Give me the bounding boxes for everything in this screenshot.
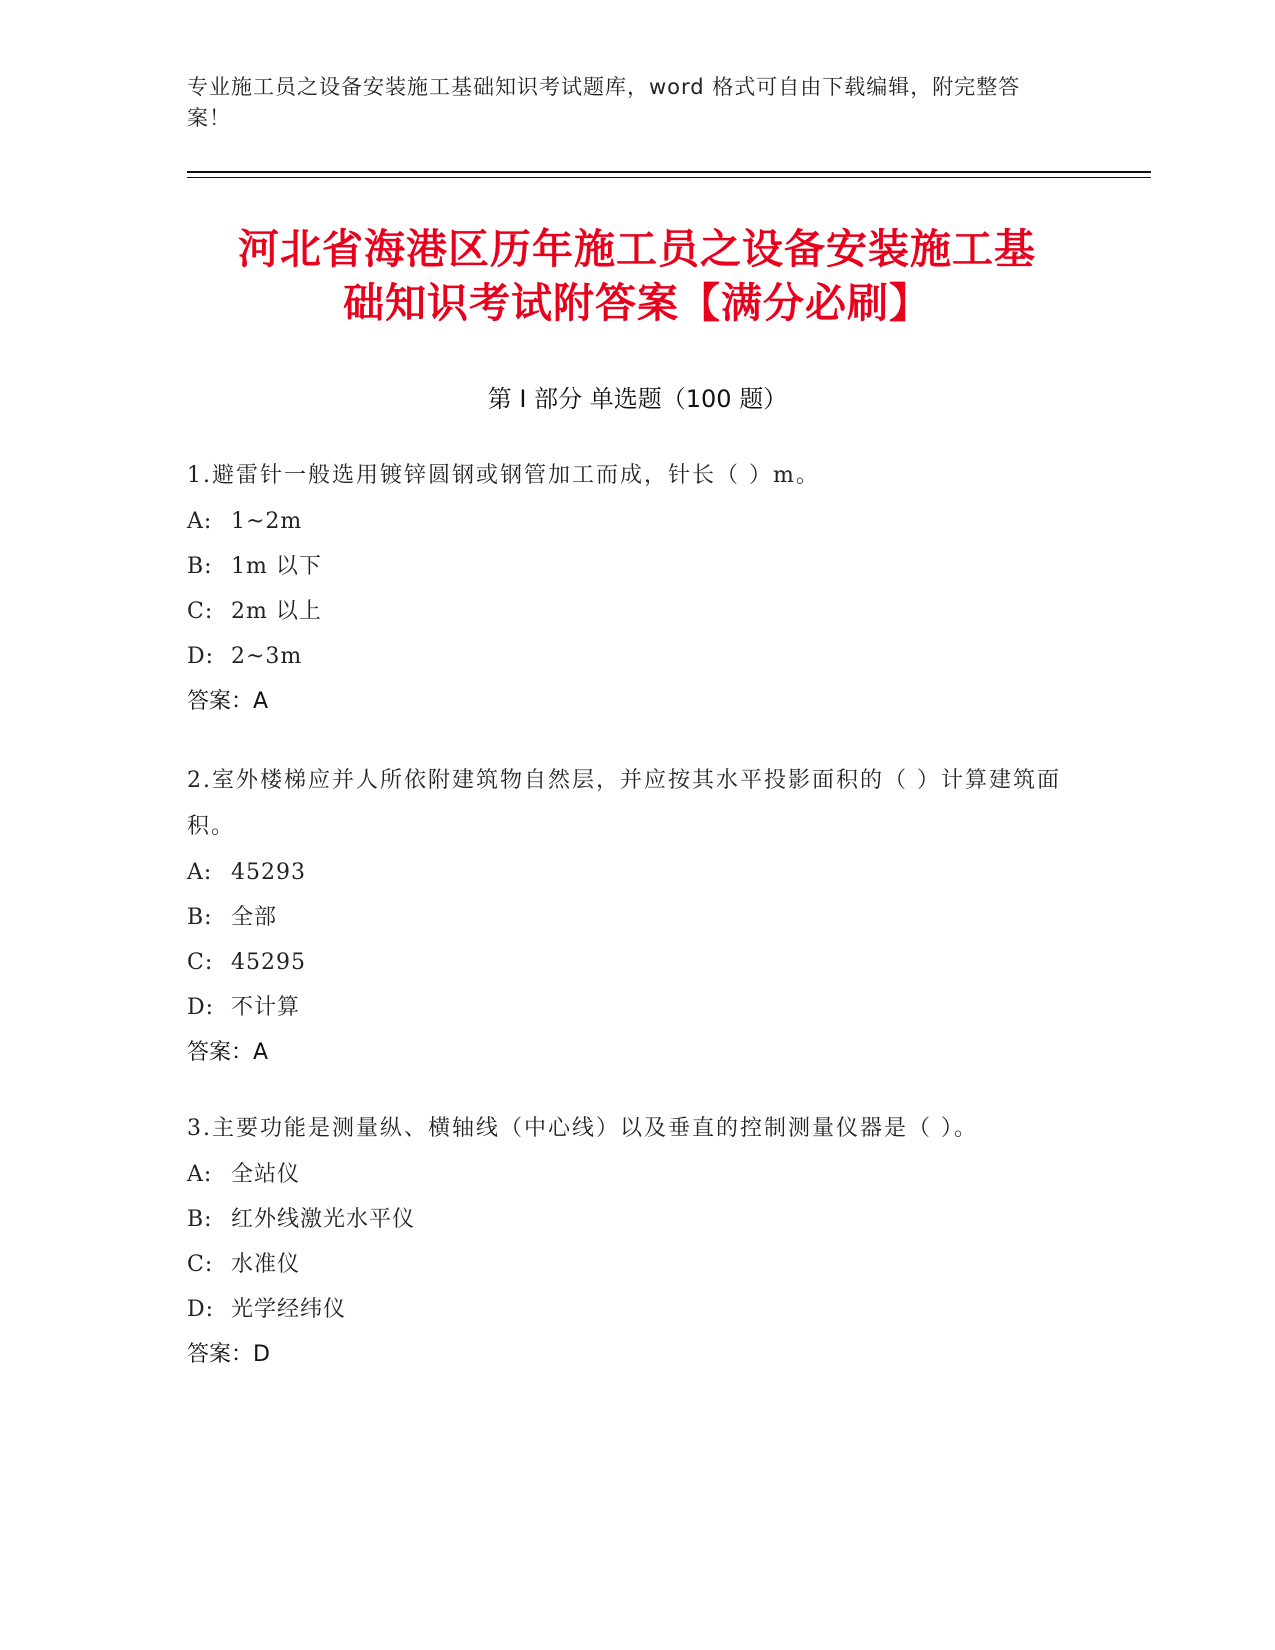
option-b (187, 895, 1067, 940)
option-key: B: (187, 1207, 213, 1232)
option-b (187, 544, 1067, 589)
question-stem: 1.避雷针一般选用镀锌圆钢或钢管加工而成，针长（ ）m。 (187, 463, 820, 488)
question-stem: 2.室外楼梯应并人所依附建筑物自然层，并应按其水平投影面积的（ ）计算建筑面积。 (187, 768, 1061, 839)
option-key: B: (187, 905, 213, 930)
option-key: C: (187, 950, 214, 975)
answer: 答案：A (187, 689, 269, 714)
question-1 (187, 453, 1067, 725)
question-3 (187, 1106, 1067, 1378)
option-a (187, 850, 1067, 895)
answer: 答案：A (187, 1040, 269, 1065)
option-text: 45295 (231, 950, 306, 975)
title-line-1: 河北省海港区历年施工员之设备安装施工基 (238, 225, 1036, 273)
question-2 (187, 758, 1067, 1076)
option-key: D: (187, 995, 215, 1020)
option-d (187, 1287, 1067, 1332)
question-stem: 3.主要功能是测量纵、横轴线（中心线）以及垂直的控制测量仪器是（ ）。 (187, 1116, 978, 1141)
option-a (187, 1152, 1067, 1197)
option-key: C: (187, 599, 214, 624)
document-title (187, 222, 1087, 330)
option-key: A: (187, 1162, 213, 1187)
answer: 答案：D (187, 1342, 270, 1367)
option-d (187, 634, 1067, 679)
header-note: 专业施工员之设备安装施工基础知识考试题库，word 格式可自由下载编辑，附完整答案！ (187, 75, 1021, 130)
option-text: 45293 (231, 860, 306, 885)
option-key: A: (187, 509, 213, 534)
option-text: 水准仪 (231, 1252, 301, 1277)
header-divider-thin (187, 177, 1151, 178)
option-text: 红外线激光水平仪 (231, 1207, 416, 1232)
option-c (187, 1242, 1067, 1287)
section-title: 第 I 部分 单选题（100 题） (487, 385, 788, 413)
header-divider-thick (187, 171, 1151, 173)
option-d (187, 985, 1067, 1030)
option-key: A: (187, 860, 213, 885)
option-c (187, 589, 1067, 634)
option-a (187, 499, 1067, 544)
option-text: 光学经纬仪 (231, 1297, 347, 1322)
title-line-2: 础知识考试附答案【满分必刷】 (343, 279, 931, 327)
option-text: 1~2m (231, 509, 303, 534)
option-c (187, 940, 1067, 985)
option-text: 不计算 (231, 995, 301, 1020)
option-text: 2~3m (231, 644, 303, 669)
option-text: 1m 以下 (231, 554, 322, 579)
option-key: B: (187, 554, 213, 579)
option-text: 2m 以上 (231, 599, 322, 624)
option-b (187, 1197, 1067, 1242)
option-key: D: (187, 1297, 215, 1322)
option-text: 全站仪 (231, 1162, 301, 1187)
option-key: C: (187, 1252, 214, 1277)
option-text: 全部 (231, 905, 278, 930)
option-key: D: (187, 644, 215, 669)
